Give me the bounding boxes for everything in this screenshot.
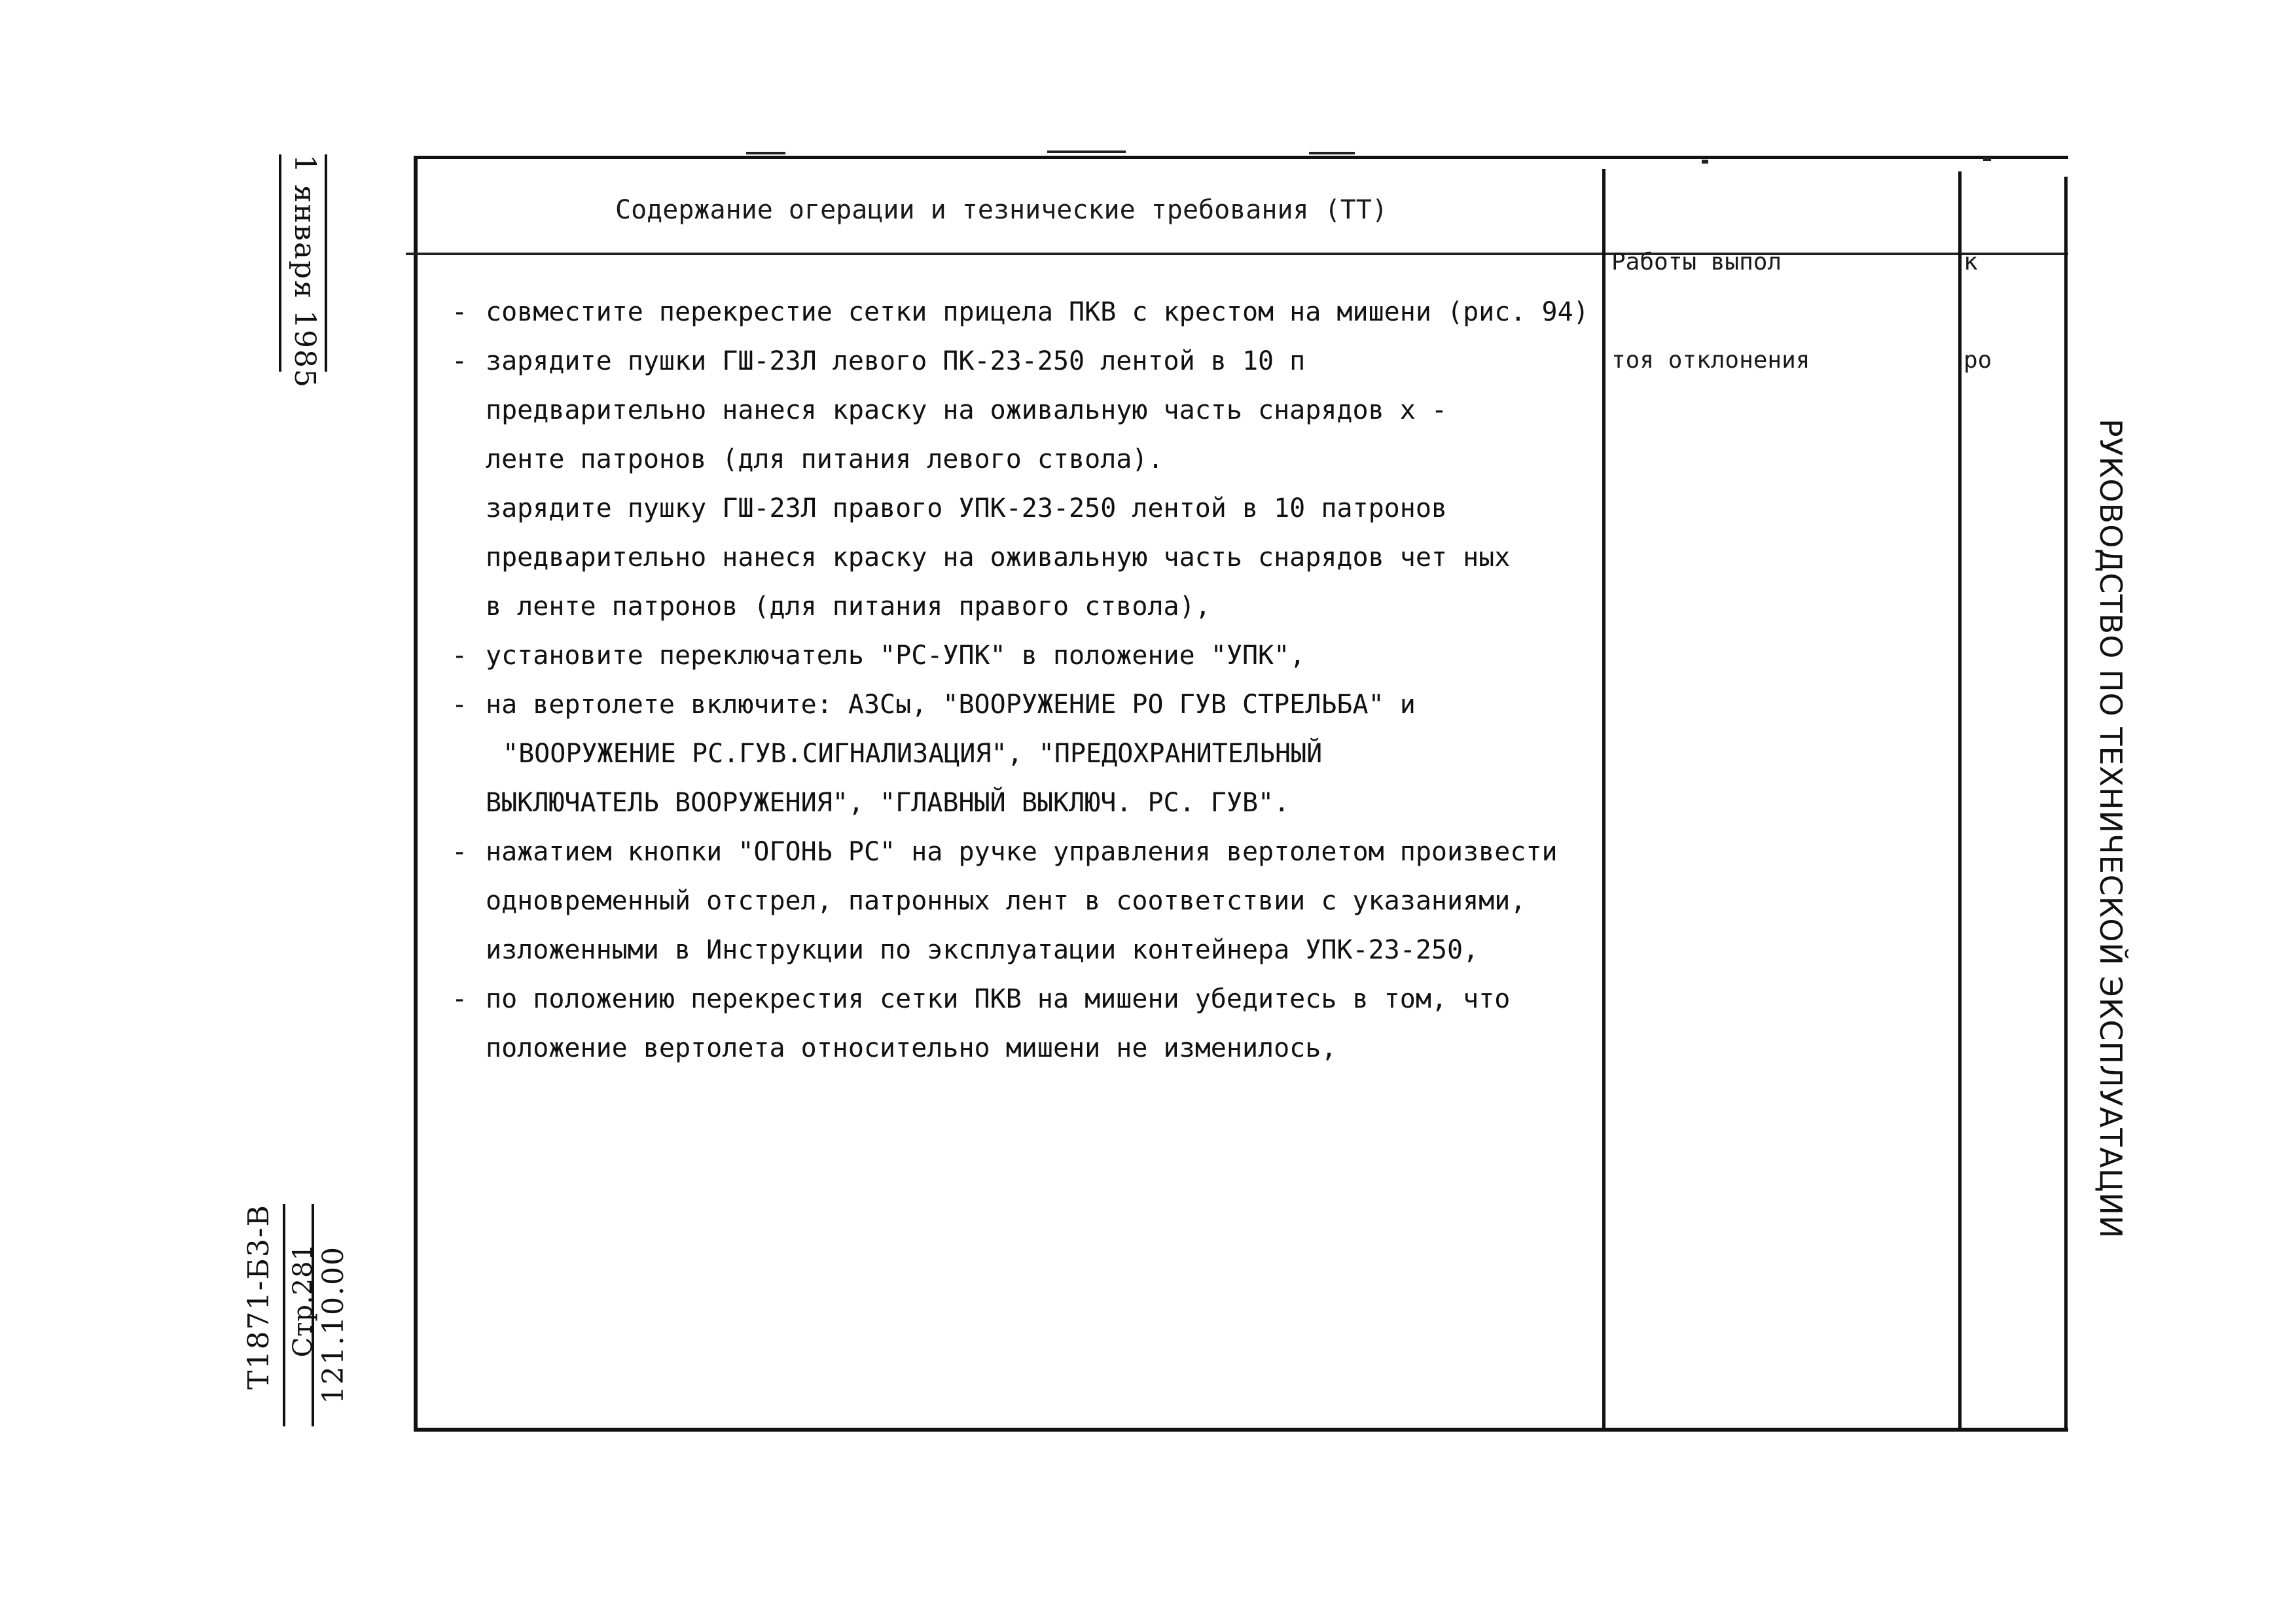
scan-speck [1983, 157, 1991, 161]
content-line [452, 631, 1604, 680]
list-dash: - [452, 297, 468, 327]
column-divider-control [1958, 171, 1962, 1432]
content-line [452, 484, 1604, 533]
content-line-text: одновременный отстрел, патронных лент в соответствии с указаниями, [486, 886, 1526, 916]
content-line-text: предварительно нанеся краску на оживальную часть снарядов чет ных [486, 542, 1511, 573]
date-rule-right [325, 154, 327, 372]
scan-speck [1702, 160, 1708, 164]
content-line-text: совместите перекрестие сетки прицела ПКВ с крестом на мишени (рис. 94) [486, 297, 1589, 327]
content-line-text: ленте патронов (для питания левого ствола). [486, 444, 1164, 474]
scan-speck [1047, 150, 1126, 153]
content-line [452, 877, 1604, 926]
document-number: Т1871-Б3-В [242, 1204, 276, 1390]
header-works-column [1611, 181, 1810, 410]
list-dash: - [452, 641, 468, 671]
content-line-text: на вертолете включите: АЗСы, "ВООРУЖЕНИЕ РО ГУВ СТРЕЛЬБА" и [486, 690, 1416, 720]
operation-content [452, 288, 1604, 1073]
content-line [452, 288, 1604, 337]
ref-rule-left [283, 1204, 285, 1426]
content-line [452, 386, 1604, 435]
content-line [452, 779, 1604, 828]
content-line [452, 926, 1604, 975]
scan-speck [746, 152, 785, 154]
header-control-line2: ро [1964, 347, 1992, 374]
column-divider-right [2064, 177, 2068, 1432]
header-control-line1: к [1964, 249, 1978, 275]
content-line [452, 828, 1604, 877]
content-line-text: "ВООРУЖЕНИЕ РС.ГУВ.СИГНАЛИЗАЦИЯ", "ПРЕДОХРАНИТЕЛЬНЫЙ [503, 739, 1323, 769]
date-rule-left [279, 154, 281, 372]
list-dash: - [452, 984, 468, 1014]
content-line [452, 435, 1604, 484]
header-works-line1: Работы выпол [1611, 249, 1782, 275]
content-line [452, 730, 1604, 779]
header-works-line2: тоя отклонения [1611, 347, 1810, 374]
page-number: Стр.281 [288, 1243, 318, 1358]
revision-date: 1 января 1985 [288, 154, 321, 389]
content-line-text: установите переключатель "РС-УПК" в положение "УПК", [486, 641, 1306, 671]
list-dash: - [452, 690, 468, 720]
header-control-column [1964, 181, 1992, 410]
manual-title: РУКОВОДСТВО ПО ТЕХНИЧЕСКОЙ ЭКСПЛУАТАЦИИ [2093, 419, 2128, 1239]
scan-speck [1309, 152, 1355, 154]
content-line-text: по положению перекрестия сетки ПКВ на мишени убедитесь в том, что [486, 984, 1511, 1014]
content-line [452, 975, 1604, 1024]
content-line-text: изложенными в Инструкции по эксплуатации контейнера УПК-23-250, [486, 935, 1479, 965]
list-dash: - [452, 837, 468, 867]
header-divider [406, 253, 2068, 255]
content-line [452, 582, 1604, 631]
content-line-text: предварительно нанеся краску на оживальную часть снарядов х - [486, 395, 1448, 425]
content-line-text: нажатием кнопки "ОГОНЬ РС" на ручке управления вертолетом произвести [486, 837, 1558, 867]
content-line-text: ВЫКЛЮЧАТЕЛЬ ВООРУЖЕНИЯ", "ГЛАВНЫЙ ВЫКЛЮЧ. РС. ГУВ". [486, 788, 1290, 818]
content-line [452, 533, 1604, 582]
content-line-text: положение вертолета относительно мишени не изменилось, [486, 1033, 1337, 1063]
content-line [452, 337, 1604, 386]
content-line-text: зарядите пушки ГШ-23Л левого ПК-23-250 лентой в 10 п [486, 346, 1306, 376]
content-line [452, 1024, 1604, 1073]
list-dash: - [452, 346, 468, 376]
content-line-text: зарядите пушку ГШ-23Л правого УПК-23-250 лентой в 10 патронов [486, 493, 1448, 523]
content-line [452, 680, 1604, 730]
section-code: 121.10.00 [317, 1246, 350, 1404]
header-content-column: Содержание огерации и тезнические требования (ТТ) [615, 195, 1388, 225]
content-line-text: в ленте патронов (для питания правого ствола), [486, 591, 1211, 622]
